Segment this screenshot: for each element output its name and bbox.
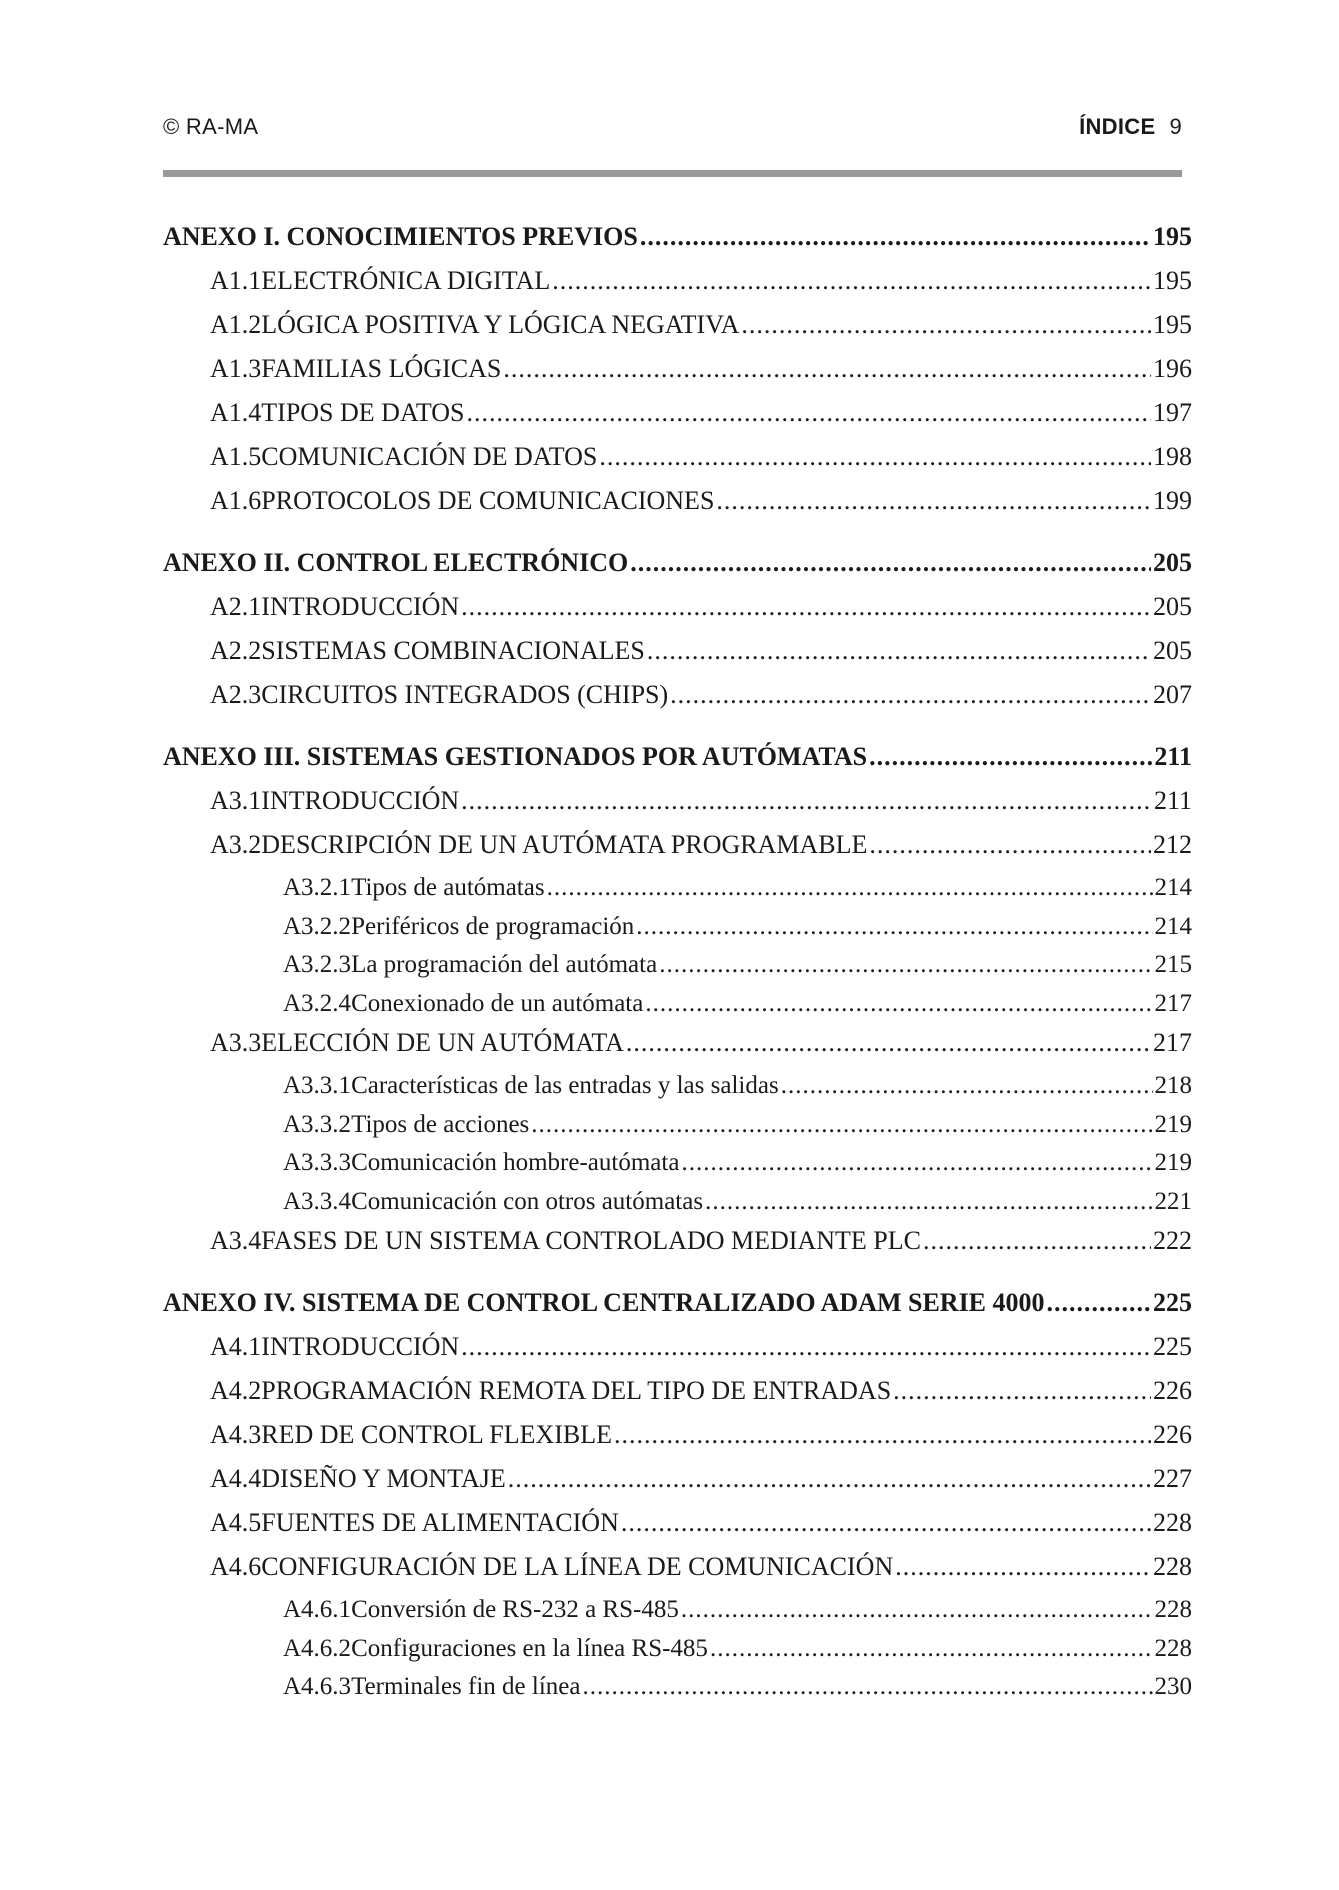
section-title: ÍNDICE <box>1079 114 1156 139</box>
toc-entry-number: A3.2.2 <box>283 912 352 940</box>
dot-leader <box>710 1635 1153 1663</box>
toc-entry-page: 212 <box>1153 830 1192 859</box>
toc-entry-page: 205 <box>1153 592 1192 621</box>
toc-entry-title: ELECTRÓNICA DIGITAL <box>261 266 551 295</box>
toc-section-entry[interactable] <box>163 592 1192 636</box>
page-header <box>163 108 1182 148</box>
toc-entry-title: ANEXO II. CONTROL ELECTRÓNICO <box>163 548 629 577</box>
toc-entry-page: 215 <box>1154 951 1192 978</box>
dot-leader <box>582 1673 1152 1701</box>
dot-leader <box>461 592 1151 622</box>
toc-entry-page: 217 <box>1153 1028 1192 1057</box>
dot-leader <box>645 990 1152 1018</box>
toc-entry-title: LÓGICA POSITIVA Y LÓGICA NEGATIVA <box>261 310 740 339</box>
toc-entry-title: La programación del autómata <box>351 951 658 978</box>
toc-annex-heading[interactable] <box>163 222 1192 266</box>
toc-entry-title: ANEXO IV. SISTEMA DE CONTROL CENTRALIZADO ADAM SERIE 4000 <box>163 1288 1045 1317</box>
toc-section-entry[interactable] <box>163 1464 1192 1508</box>
toc-entry-page: 228 <box>1154 1596 1192 1623</box>
toc-entry-number: A4.3 <box>210 1420 262 1449</box>
toc-entry-number: A3.2.3 <box>283 951 352 978</box>
dot-leader <box>630 548 1151 578</box>
toc-entry-page: 217 <box>1154 989 1192 1017</box>
dot-leader <box>869 742 1152 772</box>
toc-section-entry[interactable] <box>163 486 1192 530</box>
toc-subsection-entry[interactable] <box>163 1072 1192 1111</box>
toc-entry-number: A2.3 <box>210 680 262 709</box>
toc-entry-page: 228 <box>1153 1508 1192 1537</box>
dot-leader <box>895 1552 1151 1582</box>
toc-entry-title: PROGRAMACIÓN REMOTA DEL TIPO DE ENTRADAS <box>261 1376 892 1405</box>
toc-entry-number: A3.1 <box>210 786 262 815</box>
toc-section-entry[interactable] <box>163 266 1192 310</box>
toc-entry-page: 218 <box>1154 1072 1192 1099</box>
toc-entry-title: INTRODUCCIÓN <box>261 1332 460 1361</box>
toc-entry-page: 221 <box>1154 1187 1192 1215</box>
dot-leader <box>647 636 1151 666</box>
toc-entry-number: A4.6 <box>210 1552 262 1581</box>
toc-section-entry[interactable] <box>163 636 1192 680</box>
toc-entry-number: A3.3.4 <box>283 1187 352 1215</box>
toc-entry-page: 219 <box>1154 1110 1192 1138</box>
toc-entry-title: ANEXO III. SISTEMAS GESTIONADOS POR AUTÓMATAS <box>163 742 868 771</box>
toc-section-entry[interactable] <box>163 1508 1192 1552</box>
toc-entry-title: PROTOCOLOS DE COMUNICACIONES <box>261 486 715 515</box>
toc-entry-page: 199 <box>1153 486 1192 515</box>
toc-entry-title: TIPOS DE DATOS <box>261 398 465 427</box>
toc-subsection-entry[interactable] <box>163 951 1192 990</box>
toc-section-entry[interactable] <box>163 680 1192 724</box>
toc-entry-number: A4.2 <box>210 1376 262 1405</box>
toc-entry-title: CIRCUITOS INTEGRADOS (CHIPS) <box>261 680 669 709</box>
toc-entry-number: A1.3 <box>210 354 262 383</box>
toc-section-entry[interactable] <box>163 1552 1192 1596</box>
toc-entry-title: Terminales fin de línea <box>351 1673 581 1700</box>
toc-entry-page: 211 <box>1154 742 1192 771</box>
toc-entry-page: 228 <box>1154 1634 1192 1662</box>
toc-entry-title: Periféricos de programación <box>351 912 635 940</box>
toc-entry-number: A3.2.4 <box>283 989 352 1017</box>
toc-entry-number: A4.6.1 <box>283 1596 352 1623</box>
table-of-contents <box>163 222 1192 1730</box>
toc-subsection-entry[interactable] <box>163 990 1192 1029</box>
toc-entry-title: Comunicación hombre-autómata <box>351 1149 680 1176</box>
toc-entry-title: FASES DE UN SISTEMA CONTROLADO MEDIANTE PLC <box>261 1226 921 1255</box>
toc-entry-number: A2.1 <box>210 592 262 621</box>
toc-entry-title: DISEÑO Y MONTAJE <box>261 1464 506 1493</box>
dot-leader <box>599 442 1151 472</box>
toc-annex-group <box>163 1288 1192 1712</box>
toc-annex-group <box>163 222 1192 530</box>
toc-entry-title: Comunicación con otros autómatas <box>351 1187 704 1215</box>
toc-entry-title: INTRODUCCIÓN <box>261 786 460 815</box>
toc-entry-page: 227 <box>1153 1464 1192 1493</box>
toc-entry-title: Características de las entradas y las salidas <box>351 1072 779 1099</box>
toc-entry-number: A4.1 <box>210 1332 262 1361</box>
toc-annex-heading[interactable] <box>163 1288 1192 1332</box>
toc-entry-title: CONFIGURACIÓN DE LA LÍNEA DE COMUNICACIÓN <box>261 1552 894 1581</box>
toc-subsection-entry[interactable] <box>163 913 1192 952</box>
toc-entry-number: A3.3.1 <box>283 1072 352 1099</box>
toc-entry-number: A3.3 <box>210 1028 262 1057</box>
toc-entry-number: A4.4 <box>210 1464 262 1493</box>
dot-leader <box>621 1508 1151 1538</box>
dot-leader <box>503 354 1151 384</box>
dot-leader <box>508 1464 1151 1494</box>
dot-leader <box>1047 1288 1151 1318</box>
toc-entry-title: COMUNICACIÓN DE DATOS <box>261 442 598 471</box>
toc-subsection-entry[interactable] <box>163 1188 1192 1227</box>
toc-entry-title: FAMILIAS LÓGICAS <box>261 354 502 383</box>
header-right <box>1079 114 1182 140</box>
toc-entry-page: 226 <box>1153 1420 1192 1449</box>
toc-entry-number: A3.2.1 <box>283 874 352 901</box>
toc-section-entry[interactable] <box>163 354 1192 398</box>
toc-entry-page: 214 <box>1154 874 1192 901</box>
toc-entry-page: 226 <box>1153 1376 1192 1405</box>
toc-entry-page: 195 <box>1153 310 1192 339</box>
dot-leader <box>923 1226 1151 1256</box>
toc-entry-title: SISTEMAS COMBINACIONALES <box>261 636 645 665</box>
toc-entry-number: A1.4 <box>210 398 262 427</box>
toc-entry-title: ANEXO I. CONOCIMIENTOS PREVIOS <box>163 222 638 251</box>
toc-annex-heading[interactable] <box>163 548 1192 592</box>
dot-leader <box>781 1072 1153 1100</box>
dot-leader <box>681 1596 1153 1624</box>
toc-subsection-entry[interactable] <box>163 874 1192 913</box>
publisher-label: © RA-MA <box>163 114 259 139</box>
toc-entry-page: 228 <box>1153 1552 1192 1581</box>
toc-section-entry[interactable] <box>163 786 1192 830</box>
dot-leader <box>552 266 1151 296</box>
toc-entry-title: Conversión de RS-232 a RS-485 <box>351 1596 679 1623</box>
toc-section-entry[interactable] <box>163 1226 1192 1270</box>
toc-entry-title: FUENTES DE ALIMENTACIÓN <box>261 1508 619 1537</box>
toc-entry-number: A2.2 <box>210 636 262 665</box>
dot-leader <box>893 1376 1151 1406</box>
toc-entry-number: A3.2 <box>210 830 262 859</box>
dot-leader <box>869 830 1151 860</box>
dot-leader <box>670 680 1151 710</box>
toc-entry-title: ELECCIÓN DE UN AUTÓMATA <box>261 1028 624 1057</box>
toc-entry-number: A4.6.3 <box>283 1673 352 1700</box>
dot-leader <box>636 913 1152 941</box>
dot-leader <box>467 398 1152 428</box>
toc-entry-number: A1.2 <box>210 310 262 339</box>
toc-entry-title: Conexionado de un autómata <box>351 989 644 1017</box>
dot-leader <box>547 874 1153 902</box>
toc-entry-number: A1.1 <box>210 266 262 295</box>
header-rule <box>163 170 1182 177</box>
toc-entry-number: A4.5 <box>210 1508 262 1537</box>
toc-entry-page: 205 <box>1153 548 1192 577</box>
toc-subsection-entry[interactable] <box>163 1635 1192 1674</box>
toc-annex-heading[interactable] <box>163 742 1192 786</box>
toc-entry-page: 196 <box>1153 354 1192 383</box>
toc-section-entry[interactable] <box>163 1376 1192 1420</box>
toc-entry-number: A1.6 <box>210 486 262 515</box>
toc-entry-page: 195 <box>1153 266 1192 295</box>
toc-entry-page: 211 <box>1153 786 1192 815</box>
dot-leader <box>461 1332 1151 1362</box>
toc-section-entry[interactable] <box>163 1028 1192 1072</box>
toc-entry-title: INTRODUCCIÓN <box>261 592 460 621</box>
toc-entry-page: 195 <box>1153 222 1192 251</box>
toc-entry-page: 230 <box>1154 1673 1192 1700</box>
dot-leader <box>614 1420 1151 1450</box>
toc-entry-page: 205 <box>1153 636 1192 665</box>
toc-entry-page: 225 <box>1153 1288 1192 1317</box>
toc-entry-page: 214 <box>1154 912 1192 940</box>
toc-entry-page: 198 <box>1153 442 1192 471</box>
dot-leader <box>705 1188 1152 1216</box>
toc-subsection-entry[interactable] <box>163 1673 1192 1712</box>
toc-entry-page: 219 <box>1154 1149 1192 1176</box>
toc-entry-page: 197 <box>1153 398 1192 427</box>
dot-leader <box>626 1028 1151 1058</box>
toc-annex-group <box>163 548 1192 724</box>
toc-entry-page: 225 <box>1153 1332 1192 1361</box>
dot-leader <box>531 1111 1152 1139</box>
toc-section-entry[interactable] <box>163 442 1192 486</box>
toc-entry-page: 222 <box>1153 1226 1192 1255</box>
toc-entry-page: 207 <box>1153 680 1192 709</box>
toc-annex-group <box>163 742 1192 1270</box>
toc-entry-number: A3.3.2 <box>283 1110 352 1138</box>
toc-section-entry[interactable] <box>163 310 1192 354</box>
dot-leader <box>659 951 1152 979</box>
dot-leader <box>461 786 1152 816</box>
dot-leader <box>741 310 1151 340</box>
toc-subsection-entry[interactable] <box>163 1149 1192 1188</box>
toc-entry-title: Configuraciones en la línea RS-485 <box>351 1634 708 1662</box>
toc-entry-number: A3.4 <box>210 1226 262 1255</box>
toc-entry-number: A3.3.3 <box>283 1149 352 1176</box>
toc-entry-number: A4.6.2 <box>283 1634 352 1662</box>
dot-leader <box>681 1149 1152 1177</box>
toc-section-entry[interactable] <box>163 1420 1192 1464</box>
toc-subsection-entry[interactable] <box>163 1111 1192 1150</box>
page-number: 9 <box>1169 114 1182 139</box>
toc-subsection-entry[interactable] <box>163 1596 1192 1635</box>
dot-leader <box>716 486 1151 516</box>
toc-entry-title: Tipos de autómatas <box>351 874 545 901</box>
toc-section-entry[interactable] <box>163 1332 1192 1376</box>
toc-entry-number: A1.5 <box>210 442 262 471</box>
toc-entry-title: RED DE CONTROL FLEXIBLE <box>261 1420 613 1449</box>
dot-leader <box>640 222 1151 252</box>
toc-entry-title: Tipos de acciones <box>351 1110 530 1138</box>
toc-section-entry[interactable] <box>163 398 1192 442</box>
toc-section-entry[interactable] <box>163 830 1192 874</box>
toc-entry-title: DESCRIPCIÓN DE UN AUTÓMATA PROGRAMABLE <box>261 830 868 859</box>
